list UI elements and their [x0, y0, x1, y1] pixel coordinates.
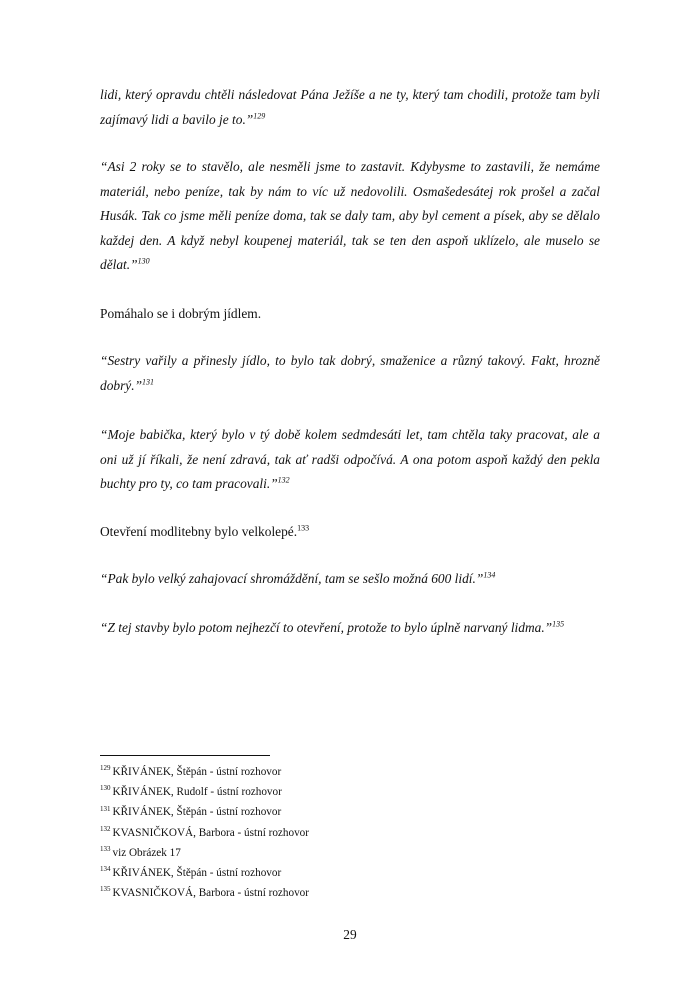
- footnote-item: [100, 782, 600, 802]
- footnote-item: [100, 762, 600, 782]
- footnote-separator: [100, 755, 270, 756]
- footnote-item: [100, 843, 600, 863]
- footnote-text: KŘIVÁNEK, Štěpán - ústní rozhovor: [112, 806, 282, 819]
- paragraph-plain-2: [100, 520, 600, 545]
- paragraph-quote-6: [100, 616, 600, 641]
- footnote-list: [100, 762, 600, 903]
- paragraph-text: “Moje babička, který bylo v tý době kolem sedmdesáti let, tam chtěla taky pracovat, ale a oni už jí říkali, že není zdravá, tak ať radši odpočívá. A ona potom aspoň každý den pekla buchty pro ty, co tam pracovali.”: [100, 427, 600, 491]
- paragraph-text: “Z tej stavby bylo potom nejhezčí to otevření, protože to bylo úplně narvaný lidma.”: [100, 620, 553, 635]
- footnote-text: KVASNIČKOVÁ, Barbora - ústní rozhovor: [112, 826, 309, 839]
- paragraph-text: “Pak bylo velký zahajovací shromáždění, tam se sešlo možná 600 lidí.”: [100, 571, 484, 586]
- footnote-number: 133: [100, 845, 111, 854]
- paragraph-text: “Asi 2 roky se to stavělo, ale nesměli jsme to zastavit. Kdybysme to zastavili, že nemáme materiál, nebo peníze, tak by nám to víc už nedovolili. Osmašedesátej rok prošel a začal Husák. Tak co jsme měli peníze doma, tak se daly tam, aby byl cement a písek, aby se dělalo každej den. A když nebyl koupenej materiál, tak se ten den aspoň uklízelo, ale muselo se dělat.”: [100, 159, 600, 272]
- footnote-number: 130: [100, 784, 111, 793]
- paragraph-quote-1: [100, 83, 600, 132]
- footnote-ref-129: 129: [253, 111, 266, 121]
- footnote-text: KŘIVÁNEK, Štěpán - ústní rozhovor: [112, 766, 282, 778]
- paragraph-text: Pomáhalo se i dobrým jídlem.: [100, 306, 262, 321]
- footnote-number: 131: [100, 804, 111, 813]
- footnote-ref-135: 135: [552, 619, 565, 629]
- footnote-text: KŘIVÁNEK, Štěpán - ústní rozhovor: [112, 867, 282, 880]
- footnote-number: 134: [100, 865, 111, 874]
- footnote-item: [100, 802, 600, 822]
- footnote-text: viz Obrázek 17: [112, 846, 181, 859]
- footnote-number: 132: [100, 824, 111, 833]
- paragraph-text: lidi, který opravdu chtěli následovat Pána Ježíše a ne ty, který tam chodili, protože tam byli zajímavý lidi a bavilo je to.”: [100, 87, 600, 127]
- footnote-ref-132: 132: [277, 475, 290, 485]
- paragraph-text: “Sestry vařily a přinesly jídlo, to bylo tak dobrý, smaženice a různý takový. Fakt, hrozně dobrý.”: [100, 353, 600, 393]
- footnote-number: 135: [100, 885, 111, 894]
- footnote-ref-134: 134: [483, 570, 496, 580]
- footnote-item: [100, 883, 600, 903]
- page-number: 29: [343, 927, 357, 942]
- paragraph-plain-1: [100, 302, 600, 327]
- footnote-item: [100, 823, 600, 843]
- footnote-ref-131: 131: [142, 377, 155, 387]
- paragraph-quote-2: [100, 155, 600, 278]
- paragraph-quote-4: [100, 423, 600, 497]
- paragraph-quote-5: [100, 567, 600, 592]
- footnote-number: 129: [100, 764, 111, 773]
- footnote-item: [100, 863, 600, 883]
- footnote-ref-130: 130: [137, 256, 150, 266]
- paragraph-quote-3: [100, 349, 600, 398]
- footnote-ref-133: 133: [297, 523, 310, 533]
- footnote-text: KVASNIČKOVÁ, Barbora - ústní rozhovor: [112, 887, 309, 900]
- paragraph-text: Otevření modlitebny bylo velkolepé.: [100, 524, 298, 539]
- footnote-text: KŘIVÁNEK, Rudolf - ústní rozhovor: [112, 786, 282, 799]
